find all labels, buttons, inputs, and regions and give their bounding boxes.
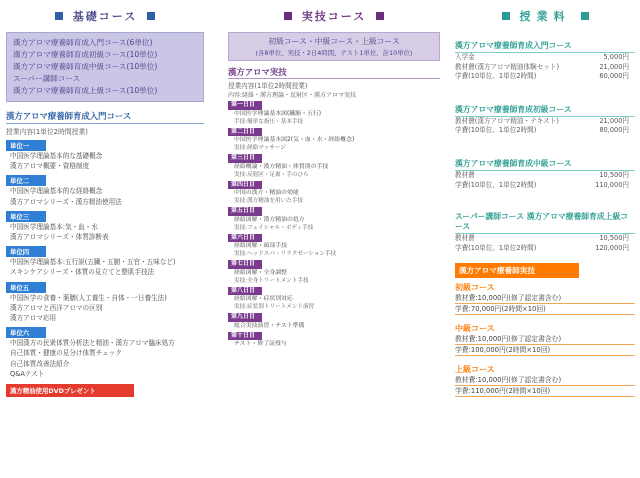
day-block <box>228 287 440 312</box>
square-bullet-icon <box>284 12 292 20</box>
practice-fee-section <box>455 263 635 397</box>
unit-item: 漢方アロマ概要・資格制度 <box>10 162 90 171</box>
unit-item: 中国医学理論基本:気・血・水 <box>10 222 98 231</box>
day-line: 実技:漢方精油を用いた手技 <box>234 198 304 204</box>
day-line: 中国の漢方・精油の効能 <box>234 190 299 196</box>
day-line: 経絡図解・症状別対応 <box>234 296 293 302</box>
unit-item: スキンケアシリーズ・体質の見立てと整肌手技法 <box>10 268 155 277</box>
practice-level: 上級コース <box>455 365 495 375</box>
fee-row: 学費(10単位、1単位2時間) 60,000円 <box>455 72 629 81</box>
course-list-item: 漢方アロマ療養師育成初級コース(10単位) <box>13 50 158 59</box>
practice-level: 初級コース <box>455 283 495 293</box>
day-label: 第四日目 <box>228 181 262 190</box>
tuition-header: 授業料 <box>455 0 635 32</box>
day-line: 実技:全身トリートメント手技 <box>234 277 309 284</box>
day-line: 中国医学理論基本図2(気・血・水・経絡概念) <box>234 137 355 143</box>
unit-label: 単位五 <box>6 282 46 293</box>
fee-row: 学費(10単位、1単位2時間) 80,000円 <box>455 126 629 135</box>
unit-block <box>6 282 204 324</box>
day-label: 第六日目 <box>228 234 262 243</box>
fee-row: 入学金 5,000円 <box>455 53 629 61</box>
practical-content-line: 内容:経絡・漢方理論・反射区・漢方アロマ実技 <box>228 92 357 99</box>
practice-fee-line: 学費:110,000円(2時間×10回) <box>455 386 635 397</box>
dvd-gift-banner: 漢方精油使用DVDプレゼント <box>6 384 134 397</box>
day-line: 経絡図解・漢方精油の処方 <box>234 216 305 223</box>
fee-row: 教材費 10,500円 <box>455 234 629 243</box>
practice-fee-line: 教材費:10,000円(修了認定書含む) <box>455 375 635 386</box>
unit-item: 中国医学の食養・薬膳(人工養生・自体・一日養生法) <box>10 293 167 302</box>
unit-item: 漢方アロマシリーズ・体質診断表 <box>10 233 109 242</box>
square-bullet-icon <box>55 12 63 20</box>
unit-label: 単位一 <box>6 140 46 151</box>
unit-item: 中国医学理論基本的な基礎概念 <box>10 152 103 160</box>
square-bullet-icon <box>376 12 384 20</box>
practice-level: 中級コース <box>455 324 495 334</box>
day-line: 手技:簡単な指圧・基本手技 <box>234 118 304 125</box>
unit-label: 単位二 <box>6 175 46 186</box>
day-line: 実技:症状別トリートメント演習 <box>234 304 315 310</box>
practice-fee-title: 漢方アロマ療養師実技 <box>455 263 579 278</box>
day-label: 第九日目 <box>228 313 262 322</box>
unit-label: 単位六 <box>6 327 46 338</box>
practice-fee-line: 教材費:10,000円(修了認定書含む) <box>455 293 635 304</box>
course-list-box <box>6 32 204 102</box>
day-block <box>228 313 440 330</box>
day-line: 実技:反射区・足裏・手のひら <box>234 171 309 178</box>
practical-title: 漢方アロマ実技 <box>228 66 440 79</box>
unit-block <box>6 327 204 379</box>
day-line: 経絡図解・頭部手技 <box>234 243 288 249</box>
practice-fee-line: 学費:70,000円(2時間×10回) <box>455 304 635 315</box>
day-block <box>228 181 440 206</box>
fee-row: 学費(10単位、1単位2時間) 120,000円 <box>455 243 629 252</box>
practical-course-column <box>228 0 440 348</box>
fee-block <box>455 104 635 136</box>
fee-block <box>455 158 635 190</box>
practical-subtitle: 授業内容(1単位2時間授業) <box>228 82 308 90</box>
fee-title: スーパー講師コース 漢方アロマ療養師育成上級コース <box>455 212 635 234</box>
course-list-item: 漢方アロマ療養師育成上級コース(10単位) <box>13 86 158 95</box>
day-label: 第五日目 <box>228 207 262 216</box>
unit-item: 中国医学理論基本的な経絡概念 <box>10 187 103 196</box>
unit-item: 自己体質・健康の見分け体質チェック <box>10 349 122 358</box>
fee-block <box>455 212 635 253</box>
day-line: 実技:ヘッドスパ・リラクゼーション手技 <box>234 251 337 257</box>
fee-row: 教材費(漢方アロマ精油・テキスト) 21,000円 <box>455 116 629 125</box>
day-label: 第八日目 <box>228 287 262 296</box>
fee-title: 漢方アロマ療養師育成中級コース <box>455 158 635 171</box>
unit-block <box>6 211 204 242</box>
unit-block <box>6 140 204 171</box>
fee-row: 学費(10単位、1単位2時間) 110,000円 <box>455 180 629 189</box>
unit-block <box>6 246 204 277</box>
square-bullet-icon <box>502 12 510 20</box>
day-label: 第七日目 <box>228 260 262 269</box>
day-line: 中国医学理論基本図(臓腑・五行) <box>234 110 322 117</box>
unit-item: 漢方アロマシリーズ・漢方精油使用法 <box>10 197 122 206</box>
intro-course-title: 漢方アロマ療養師育成入門コース <box>6 110 204 124</box>
unit-item: Q&Aテスト <box>10 369 45 378</box>
unit-item: 自己体質改善法紹介 <box>10 359 70 368</box>
fee-title: 漢方アロマ療養師育成初級コース <box>455 104 635 117</box>
unit-item: 漢方アロマと西洋アロマの区別 <box>10 303 103 312</box>
day-line: 実技:経絡マッサージ <box>234 145 286 151</box>
unit-block <box>6 175 204 206</box>
course-list-item: 漢方アロマ療養師育成入門コース(6単位) <box>13 38 153 47</box>
practical-levels-note: (各8単位、実技・2日4時間、テスト1単位、計10単位) <box>255 49 413 57</box>
day-label: 第二日目 <box>228 128 262 137</box>
day-block <box>228 207 440 232</box>
fee-row: 教材費(漢方アロマ精油体験セット) 21,000円 <box>455 62 629 71</box>
day-line: 実技:フェイシャル・ボディ手技 <box>234 224 314 231</box>
day-label: 第一日目 <box>228 101 262 110</box>
unit-item: 中国漢方の民衆体質分析法と精油・漢方アロマ臨床処方 <box>10 339 175 348</box>
tuition-column <box>455 0 635 397</box>
intro-course-subtitle: 授業内容(1単位2時間授業) <box>6 128 88 136</box>
unit-label: 単位三 <box>6 211 46 222</box>
course-list-item: 漢方アロマ療養師育成中級コース(10単位) <box>13 62 158 71</box>
square-bullet-icon <box>581 12 589 20</box>
practical-levels-box <box>228 32 440 61</box>
practical-levels-line: 初級コース・中級コース・上級コース <box>268 37 400 46</box>
unit-item: 漢方アロマ応用 <box>10 314 57 323</box>
basic-course-header: 基礎コース <box>6 0 204 32</box>
day-block <box>228 260 440 285</box>
day-block <box>228 332 440 349</box>
day-label: 第三日目 <box>228 154 262 163</box>
day-line: 経絡概論・漢方精油・体質別の手技 <box>234 163 329 170</box>
fee-row: 教材費 10,500円 <box>455 170 629 179</box>
practice-fee-line: 教材費:10,000円(修了認定書含む) <box>455 334 635 345</box>
practical-course-header: 実技コース <box>228 0 440 32</box>
basic-course-column <box>6 0 204 397</box>
day-block <box>228 234 440 259</box>
day-block <box>228 128 440 153</box>
day-line: テスト・修了証授与 <box>234 341 287 347</box>
unit-item: 中国医学理論基本:五行説(五臓・五腑・五官・五味など) <box>10 258 176 267</box>
day-line: 経絡図解・全身調整 <box>234 269 288 276</box>
unit-label: 単位四 <box>6 246 46 257</box>
square-bullet-icon <box>147 12 155 20</box>
fee-block <box>455 40 635 82</box>
day-label: 第十日目 <box>228 332 262 341</box>
fee-title: 漢方アロマ療養師育成入門コース <box>455 40 635 53</box>
practice-fee-line: 学費:100,000円(2時間×10回) <box>455 345 635 356</box>
course-list-item: スーパー講師コース <box>13 74 81 83</box>
day-line: 総合実技演習・テスト準備 <box>234 322 305 329</box>
day-block <box>228 154 440 179</box>
day-block <box>228 101 440 126</box>
